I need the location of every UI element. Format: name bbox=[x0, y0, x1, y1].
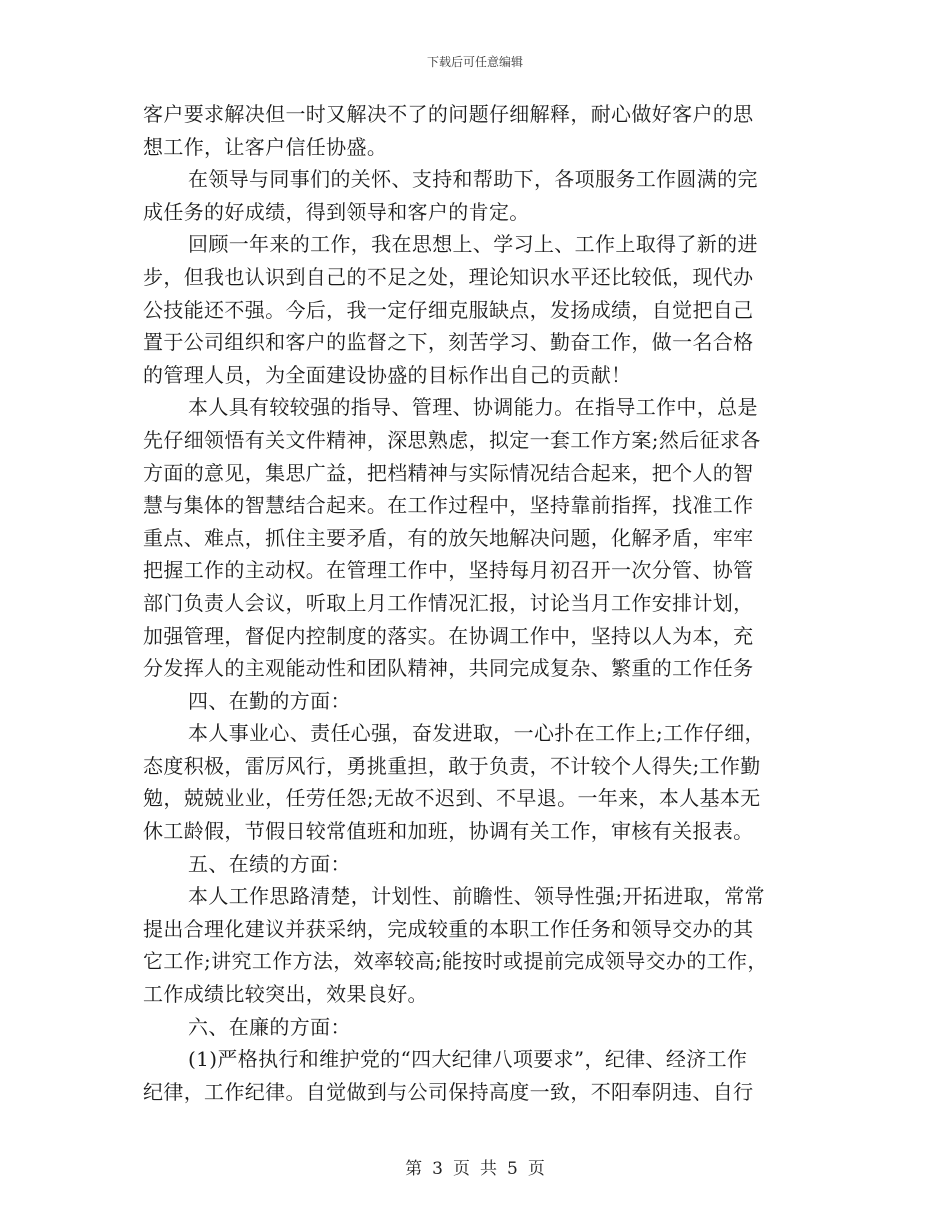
text-line: 公技能还不强。今后，我一定仔细克服缺点，发扬成绩，自觉把自己 bbox=[143, 297, 754, 322]
text-line: 纪律，工作纪律。自觉做到与公司保持高度一致，不阳奉阴违、自行 bbox=[143, 1079, 754, 1104]
text-line: 提出合理化建议并获采纳，完成较重的本职工作任务和领导交办的其 bbox=[143, 916, 754, 941]
text-line: 分发挥人的主观能动性和团队精神，共同完成复杂、繁重的工作任务 bbox=[143, 656, 754, 681]
text-line: 它工作;讲究工作方法，效率较高;能按时或提前完成领导交办的工作， bbox=[143, 949, 768, 974]
footer-total-word: 共 bbox=[480, 1159, 497, 1179]
text-line: 勉，兢兢业业，任劳任怨;无故不迟到、不早退。一年来，本人基本无 bbox=[143, 786, 761, 811]
text-line: 本人工作思路清楚，计划性、前瞻性、领导性强;开拓进取，常常 bbox=[188, 884, 765, 909]
text-line: 先仔细领悟有关文件精神，深思熟虑，拟定一套工作方案;然后征求各 bbox=[143, 427, 761, 452]
text-line: 置于公司组织和客户的监督之下，刻苦学习、勤奋工作，做一名合格 bbox=[143, 330, 754, 355]
text-line: 方面的意见，集思广益，把档精神与实际情况结合起来，把个人的智 bbox=[143, 460, 754, 485]
text-line: 步，但我也认识到自己的不足之处，理论知识水平还比较低，现代办 bbox=[143, 264, 754, 289]
text-line: 六、在廉的方面： bbox=[188, 1014, 351, 1039]
text-line: 想工作，让客户信任协盛。 bbox=[143, 134, 388, 159]
footer-page-word: 页 bbox=[453, 1159, 470, 1179]
text-line: 五、在绩的方面： bbox=[188, 851, 351, 876]
text-line: 重点、难点，抓住主要矛盾，有的放矢地解决问题，化解矛盾，牢牢 bbox=[143, 525, 754, 550]
text-line: 部门负责人会议，听取上月工作情况汇报，讨论当月工作安排计划， bbox=[143, 590, 754, 615]
text-line: 客户要求解决但一时又解决不了的问题仔细解释，耐心做好客户的思 bbox=[143, 102, 754, 126]
text-line: 成任务的好成绩，得到领导和客户的肯定。 bbox=[143, 199, 530, 224]
text-line: 慧与集体的智慧结合起来。在工作过程中，坚持靠前指挥，找准工作 bbox=[143, 493, 754, 518]
page-header: 下载后可任意编辑 bbox=[426, 55, 523, 69]
text-line: (1)严格执行和维护党的“四大纪律八项要求”，纪律、经济工作 bbox=[188, 1047, 748, 1072]
footer-current-page: 3 bbox=[432, 1159, 443, 1179]
page-footer bbox=[0, 1154, 950, 1179]
text-line: 四、在勤的方面： bbox=[188, 688, 351, 713]
footer-suffix: 页 bbox=[527, 1159, 545, 1179]
text-line: 休工龄假，节假日较常值班和加班，协调有关工作，审核有关报表。 bbox=[143, 819, 754, 844]
text-line: 本人事业心、责任心强，奋发进取，一心扑在工作上;工作仔细， bbox=[188, 721, 765, 746]
text-line: 在领导与同事们的关怀、支持和帮助下，各项服务工作圆满的完 bbox=[188, 167, 758, 192]
text-line: 加强管理，督促内控制度的落实。在协调工作中，坚持以人为本，充 bbox=[143, 623, 754, 648]
text-line: 把握工作的主动权。在管理工作中，坚持每月初召开一次分管、协管 bbox=[143, 558, 754, 583]
footer-total-pages: 5 bbox=[507, 1159, 518, 1179]
text-line: 的管理人员，为全面建设协盛的目标作出自己的贡献！ bbox=[143, 362, 632, 387]
text-line: 回顾一年来的工作，我在思想上、学习上、工作上取得了新的进 bbox=[188, 232, 758, 257]
text-line: 态度积极，雷厉风行，勇挑重担，敢于负责，不计较个人得失;工作勤 bbox=[143, 753, 761, 778]
text-line: 工作成绩比较突出，效果良好。 bbox=[143, 982, 428, 1007]
document-body bbox=[143, 98, 808, 1108]
text-line: 本人具有较较强的指导、管理、协调能力。在指导工作中，总是 bbox=[188, 395, 758, 420]
footer-prefix: 第 bbox=[405, 1159, 423, 1179]
